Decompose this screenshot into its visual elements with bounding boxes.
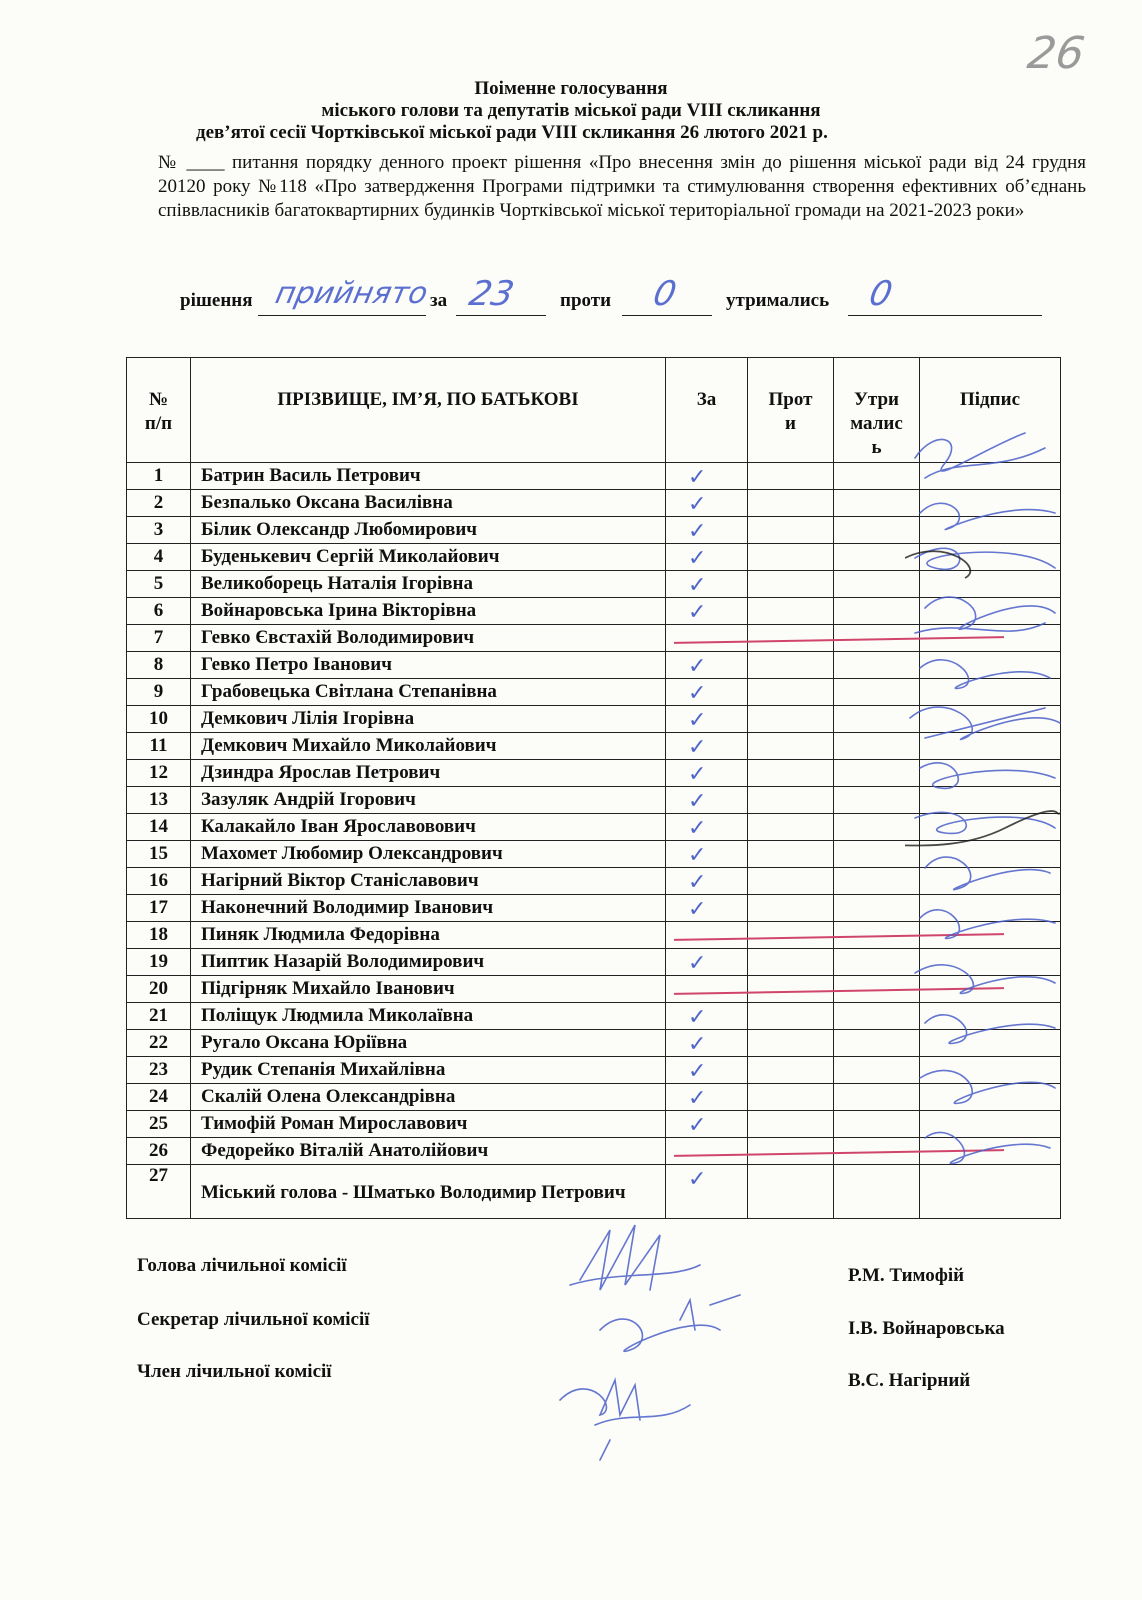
abstain-cell [834, 1084, 920, 1111]
against-label: проти [560, 290, 612, 311]
for-cell [666, 1030, 748, 1057]
for-cell [666, 1138, 748, 1165]
signature-cell [920, 544, 1061, 571]
roll-call-table [126, 357, 1061, 1219]
abstain-cell [834, 490, 920, 517]
against-cell [748, 1138, 834, 1165]
deputy-name: Підгірняк Михайло Іванович [191, 976, 666, 1003]
against-cell [748, 544, 834, 571]
against-cell [748, 922, 834, 949]
signature-cell [920, 895, 1061, 922]
table-row [127, 1084, 1061, 1111]
deputy-name: Демкович Лілія Ігорівна [191, 706, 666, 733]
decision-label: рішення [180, 290, 253, 311]
checkmark-icon: ✓ [688, 573, 707, 598]
table-header-row [127, 358, 1061, 463]
decision-underline [258, 315, 426, 316]
table-row [127, 1057, 1061, 1084]
header-against: Проти [748, 358, 834, 463]
checkmark-icon: ✓ [688, 897, 707, 922]
deputy-name: Рудик Степанія Михайлівна [191, 1057, 666, 1084]
against-cell [748, 1030, 834, 1057]
signature-cell [920, 733, 1061, 760]
table-row [127, 868, 1061, 895]
against-cell [748, 463, 834, 490]
abstain-cell [834, 1111, 920, 1138]
abstain-cell [834, 1057, 920, 1084]
signature-cell [920, 463, 1061, 490]
decision-line [180, 274, 1070, 322]
row-number: 22 [127, 1030, 191, 1057]
row-number: 13 [127, 787, 191, 814]
for-cell [666, 976, 748, 1003]
abstain-cell [834, 598, 920, 625]
checkmark-icon: ✓ [688, 519, 707, 544]
row-number: 7 [127, 625, 191, 652]
for-label: за [430, 290, 448, 311]
checkmark-icon: ✓ [688, 1167, 707, 1192]
abstain-cell [834, 463, 920, 490]
row-number: 5 [127, 571, 191, 598]
for-cell [666, 787, 748, 814]
table-row [127, 895, 1061, 922]
for-cell [666, 463, 748, 490]
deputy-name: Безпалько Оксана Василівна [191, 490, 666, 517]
for-cell [666, 517, 748, 544]
abstain-cell [834, 868, 920, 895]
row-number: 20 [127, 976, 191, 1003]
secretary-name: І.В. Войнаровська [848, 1318, 1005, 1339]
header-abstain: Утрималис ь [834, 358, 920, 463]
abstain-cell [834, 1165, 920, 1219]
checkmark-icon: ✓ [688, 1032, 707, 1057]
deputy-name: Федорейко Віталій Анатолійович [191, 1138, 666, 1165]
secretary-label: Секретар лічильної комісії [137, 1309, 370, 1330]
deputy-name: Войнаровська Ірина Вікторівна [191, 598, 666, 625]
abstain-cell [834, 517, 920, 544]
signature-cell [920, 1057, 1061, 1084]
table-row [127, 1165, 1061, 1219]
row-number: 23 [127, 1057, 191, 1084]
for-cell [666, 544, 748, 571]
row-number: 2 [127, 490, 191, 517]
signature-cell [920, 1111, 1061, 1138]
chair-name: Р.М. Тимофій [848, 1265, 965, 1286]
page-number: 26 [1024, 28, 1088, 79]
row-number: 6 [127, 598, 191, 625]
row-number: 17 [127, 895, 191, 922]
abstain-cell [834, 787, 920, 814]
signature-cell [920, 517, 1061, 544]
deputy-name: Гевко Євстахій Володимирович [191, 625, 666, 652]
title-line-3-text: дев’ятої сесії Чортківської міської ради VIII скликання 26 лютого 2021 р. [196, 122, 828, 143]
deputy-name: Грабовецька Світлана Степанівна [191, 679, 666, 706]
against-underline [622, 315, 712, 316]
checkmark-icon: ✓ [688, 1059, 707, 1084]
table-row [127, 679, 1061, 706]
for-cell [666, 598, 748, 625]
against-cell [748, 814, 834, 841]
header-num: № п/п [127, 358, 191, 463]
checkmark-icon: ✓ [688, 762, 707, 787]
deputy-name: Пиняк Людмила Федорівна [191, 922, 666, 949]
signature-cell [920, 868, 1061, 895]
deputy-name: Пиптик Назарій Володимирович [191, 949, 666, 976]
signature-cell [920, 571, 1061, 598]
checkmark-icon: ✓ [688, 654, 707, 679]
checkmark-icon: ✓ [688, 546, 707, 571]
signature-cell [920, 598, 1061, 625]
against-cell [748, 652, 834, 679]
deputy-name: Тимофій Роман Мирославович [191, 1111, 666, 1138]
against-cell [748, 787, 834, 814]
deputy-name: Батрин Василь Петрович [191, 463, 666, 490]
table-row [127, 463, 1061, 490]
deputy-name: Наконечний Володимир Іванович [191, 895, 666, 922]
row-number: 11 [127, 733, 191, 760]
member-label: Член лічильної комісії [137, 1361, 332, 1382]
abstain-cell [834, 949, 920, 976]
for-cell [666, 490, 748, 517]
deputy-name: Зазуляк Андрій Ігорович [191, 787, 666, 814]
title-line-2: міського голови та депутатів міської ради VIII скликання [321, 100, 821, 121]
for-cell [666, 922, 748, 949]
against-cell [748, 733, 834, 760]
decision-result-handwritten: прийнято [272, 276, 431, 311]
against-cell [748, 490, 834, 517]
table-row [127, 760, 1061, 787]
deputy-name: Міський голова - Шматько Володимир Петрович [191, 1165, 666, 1219]
table-row [127, 652, 1061, 679]
signature-cell [920, 1030, 1061, 1057]
table-row [127, 814, 1061, 841]
against-cell [748, 949, 834, 976]
signature-cell [920, 679, 1061, 706]
table-row [127, 922, 1061, 949]
title-line-3 [0, 122, 1142, 144]
for-cell [666, 679, 748, 706]
for-cell [666, 733, 748, 760]
signature-cell [920, 652, 1061, 679]
checkmark-icon: ✓ [688, 492, 707, 517]
row-number: 25 [127, 1111, 191, 1138]
against-cell [748, 706, 834, 733]
signature-cell [920, 949, 1061, 976]
checkmark-icon: ✓ [688, 1113, 707, 1138]
deputy-name: Калакайло Іван Ярославовович [191, 814, 666, 841]
signature-cell [920, 787, 1061, 814]
row-number: 10 [127, 706, 191, 733]
row-number: 21 [127, 1003, 191, 1030]
table-row [127, 517, 1061, 544]
against-cell [748, 1003, 834, 1030]
checkmark-icon: ✓ [688, 816, 707, 841]
table-row [127, 949, 1061, 976]
table-row [127, 733, 1061, 760]
checkmark-icon: ✓ [688, 1086, 707, 1111]
signature-cell [920, 760, 1061, 787]
signature-cell [920, 490, 1061, 517]
abstain-cell [834, 1003, 920, 1030]
abstain-cell [834, 1030, 920, 1057]
for-cell [666, 949, 748, 976]
row-number: 12 [127, 760, 191, 787]
for-cell [666, 1165, 748, 1219]
table-row [127, 490, 1061, 517]
against-cell [748, 1165, 834, 1219]
for-cell [666, 652, 748, 679]
against-cell [748, 625, 834, 652]
abstain-cell [834, 544, 920, 571]
table-row [127, 625, 1061, 652]
row-number: 3 [127, 517, 191, 544]
abstain-cell [834, 760, 920, 787]
against-cell [748, 760, 834, 787]
checkmark-icon: ✓ [688, 870, 707, 895]
abstain-cell [834, 814, 920, 841]
table-row [127, 544, 1061, 571]
commission-signatures [540, 1210, 780, 1470]
row-number: 24 [127, 1084, 191, 1111]
abstain-cell [834, 652, 920, 679]
deputy-name: Нагірний Віктор Станіславович [191, 868, 666, 895]
row-number: 15 [127, 841, 191, 868]
against-cell [748, 571, 834, 598]
row-number: 16 [127, 868, 191, 895]
table-row [127, 1111, 1061, 1138]
abstain-cell [834, 895, 920, 922]
checkmark-icon: ✓ [688, 681, 707, 706]
table-row [127, 571, 1061, 598]
table-row [127, 1003, 1061, 1030]
row-number: 19 [127, 949, 191, 976]
for-cell [666, 841, 748, 868]
header-for: За [666, 358, 748, 463]
table-row [127, 706, 1061, 733]
abstain-cell [834, 571, 920, 598]
abstain-count-handwritten: 0 [865, 274, 896, 314]
checkmark-icon: ✓ [688, 1005, 707, 1030]
signature-cell [920, 1003, 1061, 1030]
against-cell [748, 679, 834, 706]
abstain-label: утримались [726, 290, 830, 311]
for-cell [666, 625, 748, 652]
against-cell [748, 895, 834, 922]
deputy-name: Махомет Любомир Олександрович [191, 841, 666, 868]
for-count-handwritten: 23 [465, 274, 518, 314]
for-cell [666, 1003, 748, 1030]
abstain-cell [834, 733, 920, 760]
for-cell [666, 895, 748, 922]
deputy-name: Буденькевич Сергій Миколайович [191, 544, 666, 571]
table-row [127, 1138, 1061, 1165]
table-row [127, 841, 1061, 868]
for-cell [666, 760, 748, 787]
for-cell [666, 868, 748, 895]
table-row [127, 976, 1061, 1003]
checkmark-icon: ✓ [688, 951, 707, 976]
row-number: 9 [127, 679, 191, 706]
header-signature: Підпис [920, 358, 1061, 463]
table-row [127, 1030, 1061, 1057]
deputy-name: Гевко Петро Іванович [191, 652, 666, 679]
deputy-name: Демкович Михайло Миколайович [191, 733, 666, 760]
header-name: ПРІЗВИЩЕ, ІМ’Я, ПО БАТЬКОВІ [191, 358, 666, 463]
row-number: 4 [127, 544, 191, 571]
row-number: 1 [127, 463, 191, 490]
deputy-name: Великоборець Наталія Ігорівна [191, 571, 666, 598]
checkmark-icon: ✓ [688, 843, 707, 868]
against-cell [748, 1084, 834, 1111]
for-cell [666, 1111, 748, 1138]
row-number: 18 [127, 922, 191, 949]
row-number: 8 [127, 652, 191, 679]
table-row [127, 598, 1061, 625]
against-cell [748, 841, 834, 868]
abstain-cell [834, 706, 920, 733]
against-count-handwritten: 0 [649, 274, 680, 314]
for-underline [456, 315, 546, 316]
deputy-name: Дзиндра Ярослав Петрович [191, 760, 666, 787]
against-cell [748, 598, 834, 625]
against-cell [748, 1111, 834, 1138]
signature-cell [920, 706, 1061, 733]
deputy-name: Ругало Оксана Юріївна [191, 1030, 666, 1057]
agenda-item-text: № ____ питання порядку денного проект рішення «Про внесення змін до рішення міської ради від 24 грудня 20120 року №118 «Про затвердження Програми підтримки та стимулювання створення ефективних об’єднань співвласників багатоквартирних будинків Чортківської міської територіальної громади на 2021-2023 роки» [158, 152, 1086, 221]
against-cell [748, 868, 834, 895]
against-cell [748, 976, 834, 1003]
for-cell [666, 1084, 748, 1111]
against-cell [748, 1057, 834, 1084]
signature-cell [920, 1165, 1061, 1219]
row-number: 14 [127, 814, 191, 841]
title-line-1: Поіменне голосування [474, 78, 668, 99]
row-number: 27 [127, 1165, 191, 1219]
deputy-name: Білик Олександр Любомирович [191, 517, 666, 544]
for-cell [666, 571, 748, 598]
checkmark-icon: ✓ [688, 465, 707, 490]
against-cell [748, 517, 834, 544]
signature-cell [920, 814, 1061, 841]
checkmark-icon: ✓ [688, 789, 707, 814]
deputy-name: Скалій Олена Олександрівна [191, 1084, 666, 1111]
signature-cell [920, 841, 1061, 868]
member-name: В.С. Нагірний [848, 1370, 971, 1391]
chair-label: Голова лічильної комісії [137, 1255, 347, 1276]
abstain-cell [834, 679, 920, 706]
for-cell [666, 706, 748, 733]
deputy-name: Поліщук Людмила Миколаївна [191, 1003, 666, 1030]
signature-cell [920, 1084, 1061, 1111]
checkmark-icon: ✓ [688, 735, 707, 760]
table-row [127, 787, 1061, 814]
row-number: 26 [127, 1138, 191, 1165]
checkmark-icon: ✓ [688, 708, 707, 733]
abstain-underline [848, 315, 1042, 316]
for-cell [666, 1057, 748, 1084]
abstain-cell [834, 841, 920, 868]
for-cell [666, 814, 748, 841]
checkmark-icon: ✓ [688, 600, 707, 625]
